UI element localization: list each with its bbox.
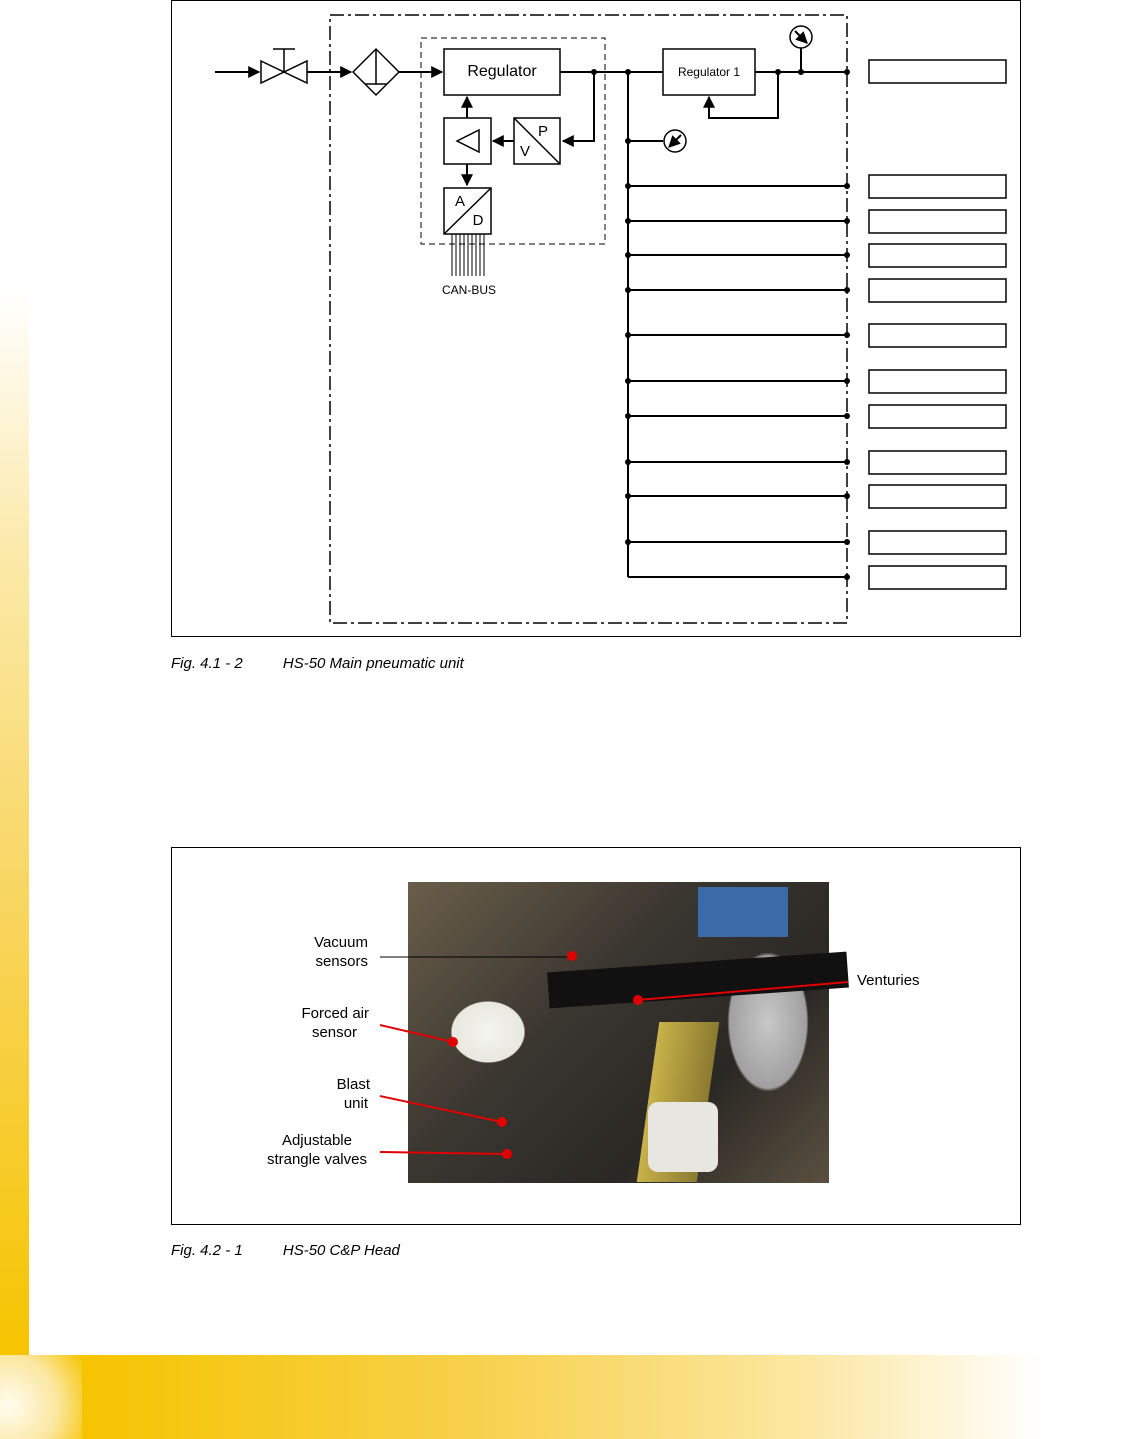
pv-v-label: V (519, 143, 531, 160)
pv-p-label: P (537, 123, 549, 140)
ad-a-label: A (454, 193, 466, 210)
label-line: sensors (315, 953, 368, 970)
label-vacuum-sensors (314, 933, 368, 971)
figure1-number: Fig. 4.1 - 2 (171, 655, 243, 672)
figure2-caption (171, 1242, 400, 1259)
regulator-label: Regulator (467, 63, 537, 80)
regulator1-label: Regulator 1 (677, 65, 741, 79)
label-line: Blast (336, 1076, 370, 1093)
label-line: Forced air (301, 1005, 369, 1022)
label-blast-unit (337, 1075, 370, 1113)
label-line: sensor (311, 1024, 357, 1041)
ad-d-label: D (472, 212, 484, 229)
label-line: strangle valves (266, 1151, 367, 1168)
label-line: unit (343, 1095, 368, 1112)
figure1-title: HS-50 Main pneumatic unit (282, 655, 464, 672)
figure2-number: Fig. 4.2 - 1 (171, 1242, 243, 1259)
label-forced-air-sensor (301, 1004, 369, 1042)
label-venturies: Venturies (857, 972, 920, 989)
label-line: Adjustable (281, 1132, 352, 1149)
canbus-label: CAN-BUS (441, 283, 497, 297)
label-line: Vacuum (314, 934, 368, 951)
figure2-title: HS-50 C&P Head (282, 1242, 400, 1259)
label-strangle-valves (267, 1131, 367, 1169)
